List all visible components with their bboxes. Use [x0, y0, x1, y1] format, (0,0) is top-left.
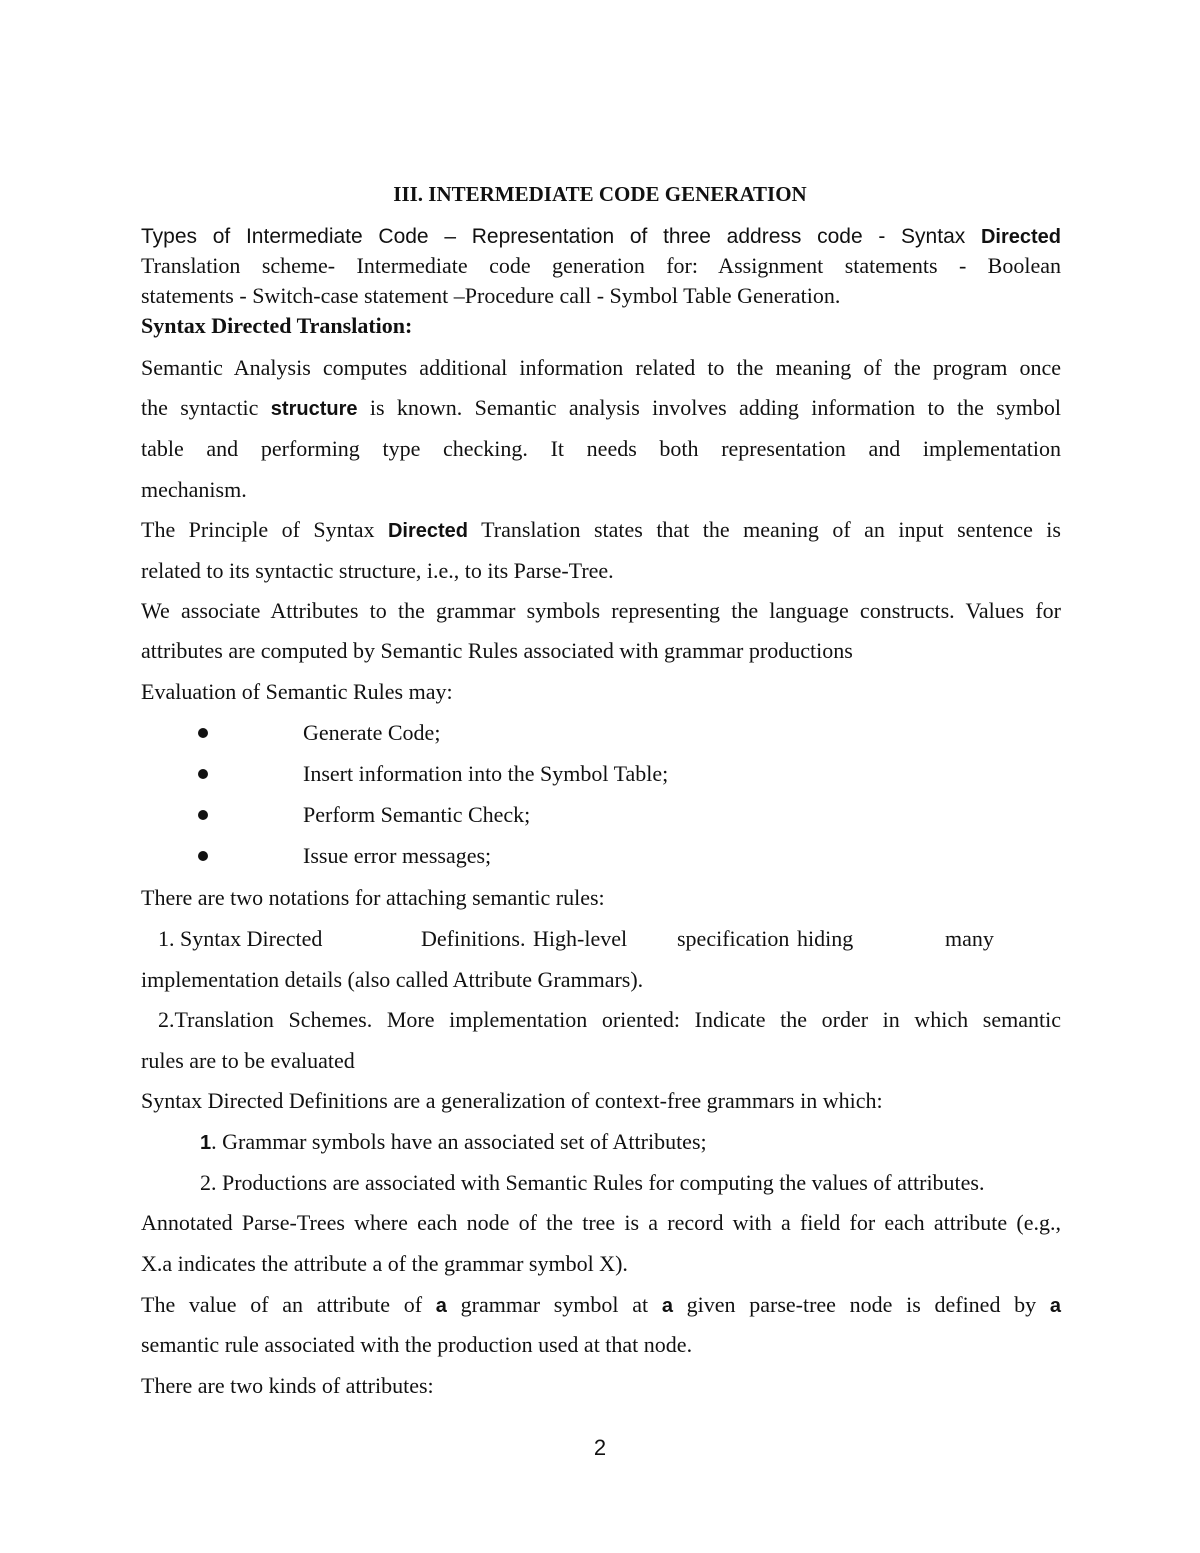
value-para-line-1: The value of an attribute of a grammar symbol at a given parse-tree node is defined by a [141, 1292, 1061, 1317]
annotated-line-2: X.a indicates the attribute a of the grammar symbol X). [141, 1251, 628, 1276]
evaluation-intro: Evaluation of Semantic Rules may: [141, 679, 453, 704]
subheading-syntax-directed-translation: Syntax Directed Translation: [141, 313, 413, 338]
bullet-dot [198, 728, 208, 738]
notations-intro: There are two notations for attaching semantic rules: [141, 885, 605, 910]
para1-line-1: Semantic Analysis computes additional information related to the meaning of the program once [141, 355, 1061, 380]
notation-1-word: specification [677, 926, 790, 951]
section-title: III. INTERMEDIATE CODE GENERATION [393, 182, 807, 206]
intro-line-2: Translation scheme- Intermediate code generation for: Assignment statements - Boolean [141, 253, 1061, 278]
notation-1-term: 1. Syntax Directed [158, 926, 323, 951]
bullet-item: Insert information into the Symbol Table; [303, 761, 669, 786]
bullet-dot [198, 851, 208, 861]
para3-line-2: attributes are computed by Semantic Rules associated with grammar productions [141, 638, 853, 663]
bullet-dot [198, 769, 208, 779]
notation-2-line-2: rules are to be evaluated [141, 1048, 355, 1073]
para2-line-2: related to its syntactic structure, i.e., to its Parse-Tree. [141, 558, 614, 583]
sdd-item-2: 2. Productions are associated with Semantic Rules for computing the values of attributes. [200, 1170, 985, 1195]
intro-line-3: statements - Switch-case statement –Procedure call - Symbol Table Generation. [141, 283, 841, 308]
para1-line-2: the syntactic structure is known. Semantic analysis involves adding information to the symbol [141, 395, 1061, 420]
value-para-line-2: semantic rule associated with the production used at that node. [141, 1332, 693, 1357]
notation-1-line-2: implementation details (also called Attribute Grammars). [141, 967, 644, 992]
notation-1-word: hiding [797, 926, 854, 951]
notation-2-line-1: 2.Translation Schemes. More implementation oriented: Indicate the order in which semantic [158, 1007, 1061, 1032]
sdd-item-1: 1. Grammar symbols have an associated set of Attributes; [200, 1129, 707, 1154]
bullet-item: Issue error messages; [303, 843, 492, 868]
notation-1-word: High-level [533, 926, 628, 951]
annotated-line-1: Annotated Parse-Trees where each node of the tree is a record with a field for each attribute (e.g., [141, 1210, 1061, 1235]
para1-line-4: mechanism. [141, 477, 247, 502]
sdd-intro: Syntax Directed Definitions are a generalization of context-free grammars in which: [141, 1088, 883, 1113]
attributes-kinds: There are two kinds of attributes: [141, 1373, 434, 1398]
bullet-item: Perform Semantic Check; [303, 802, 531, 827]
bullet-item: Generate Code; [303, 720, 441, 745]
bullet-dot [198, 810, 208, 820]
notation-1-word: many [945, 926, 994, 951]
para1-line-3: table and performing type checking. It needs both representation and implementation [141, 436, 1061, 461]
intro-line-1: Types of Intermediate Code – Representation of three address code - Syntax Directed [141, 225, 1061, 248]
page-number: 2 [593, 1435, 607, 1460]
para2-line-1: The Principle of Syntax Directed Translation states that the meaning of an input sentence is [141, 517, 1061, 542]
notation-1-line-1 [141, 925, 1061, 953]
notation-1-word: Definitions. [421, 926, 526, 951]
para3-line-1: We associate Attributes to the grammar symbols representing the language constructs. Values for [141, 598, 1061, 623]
